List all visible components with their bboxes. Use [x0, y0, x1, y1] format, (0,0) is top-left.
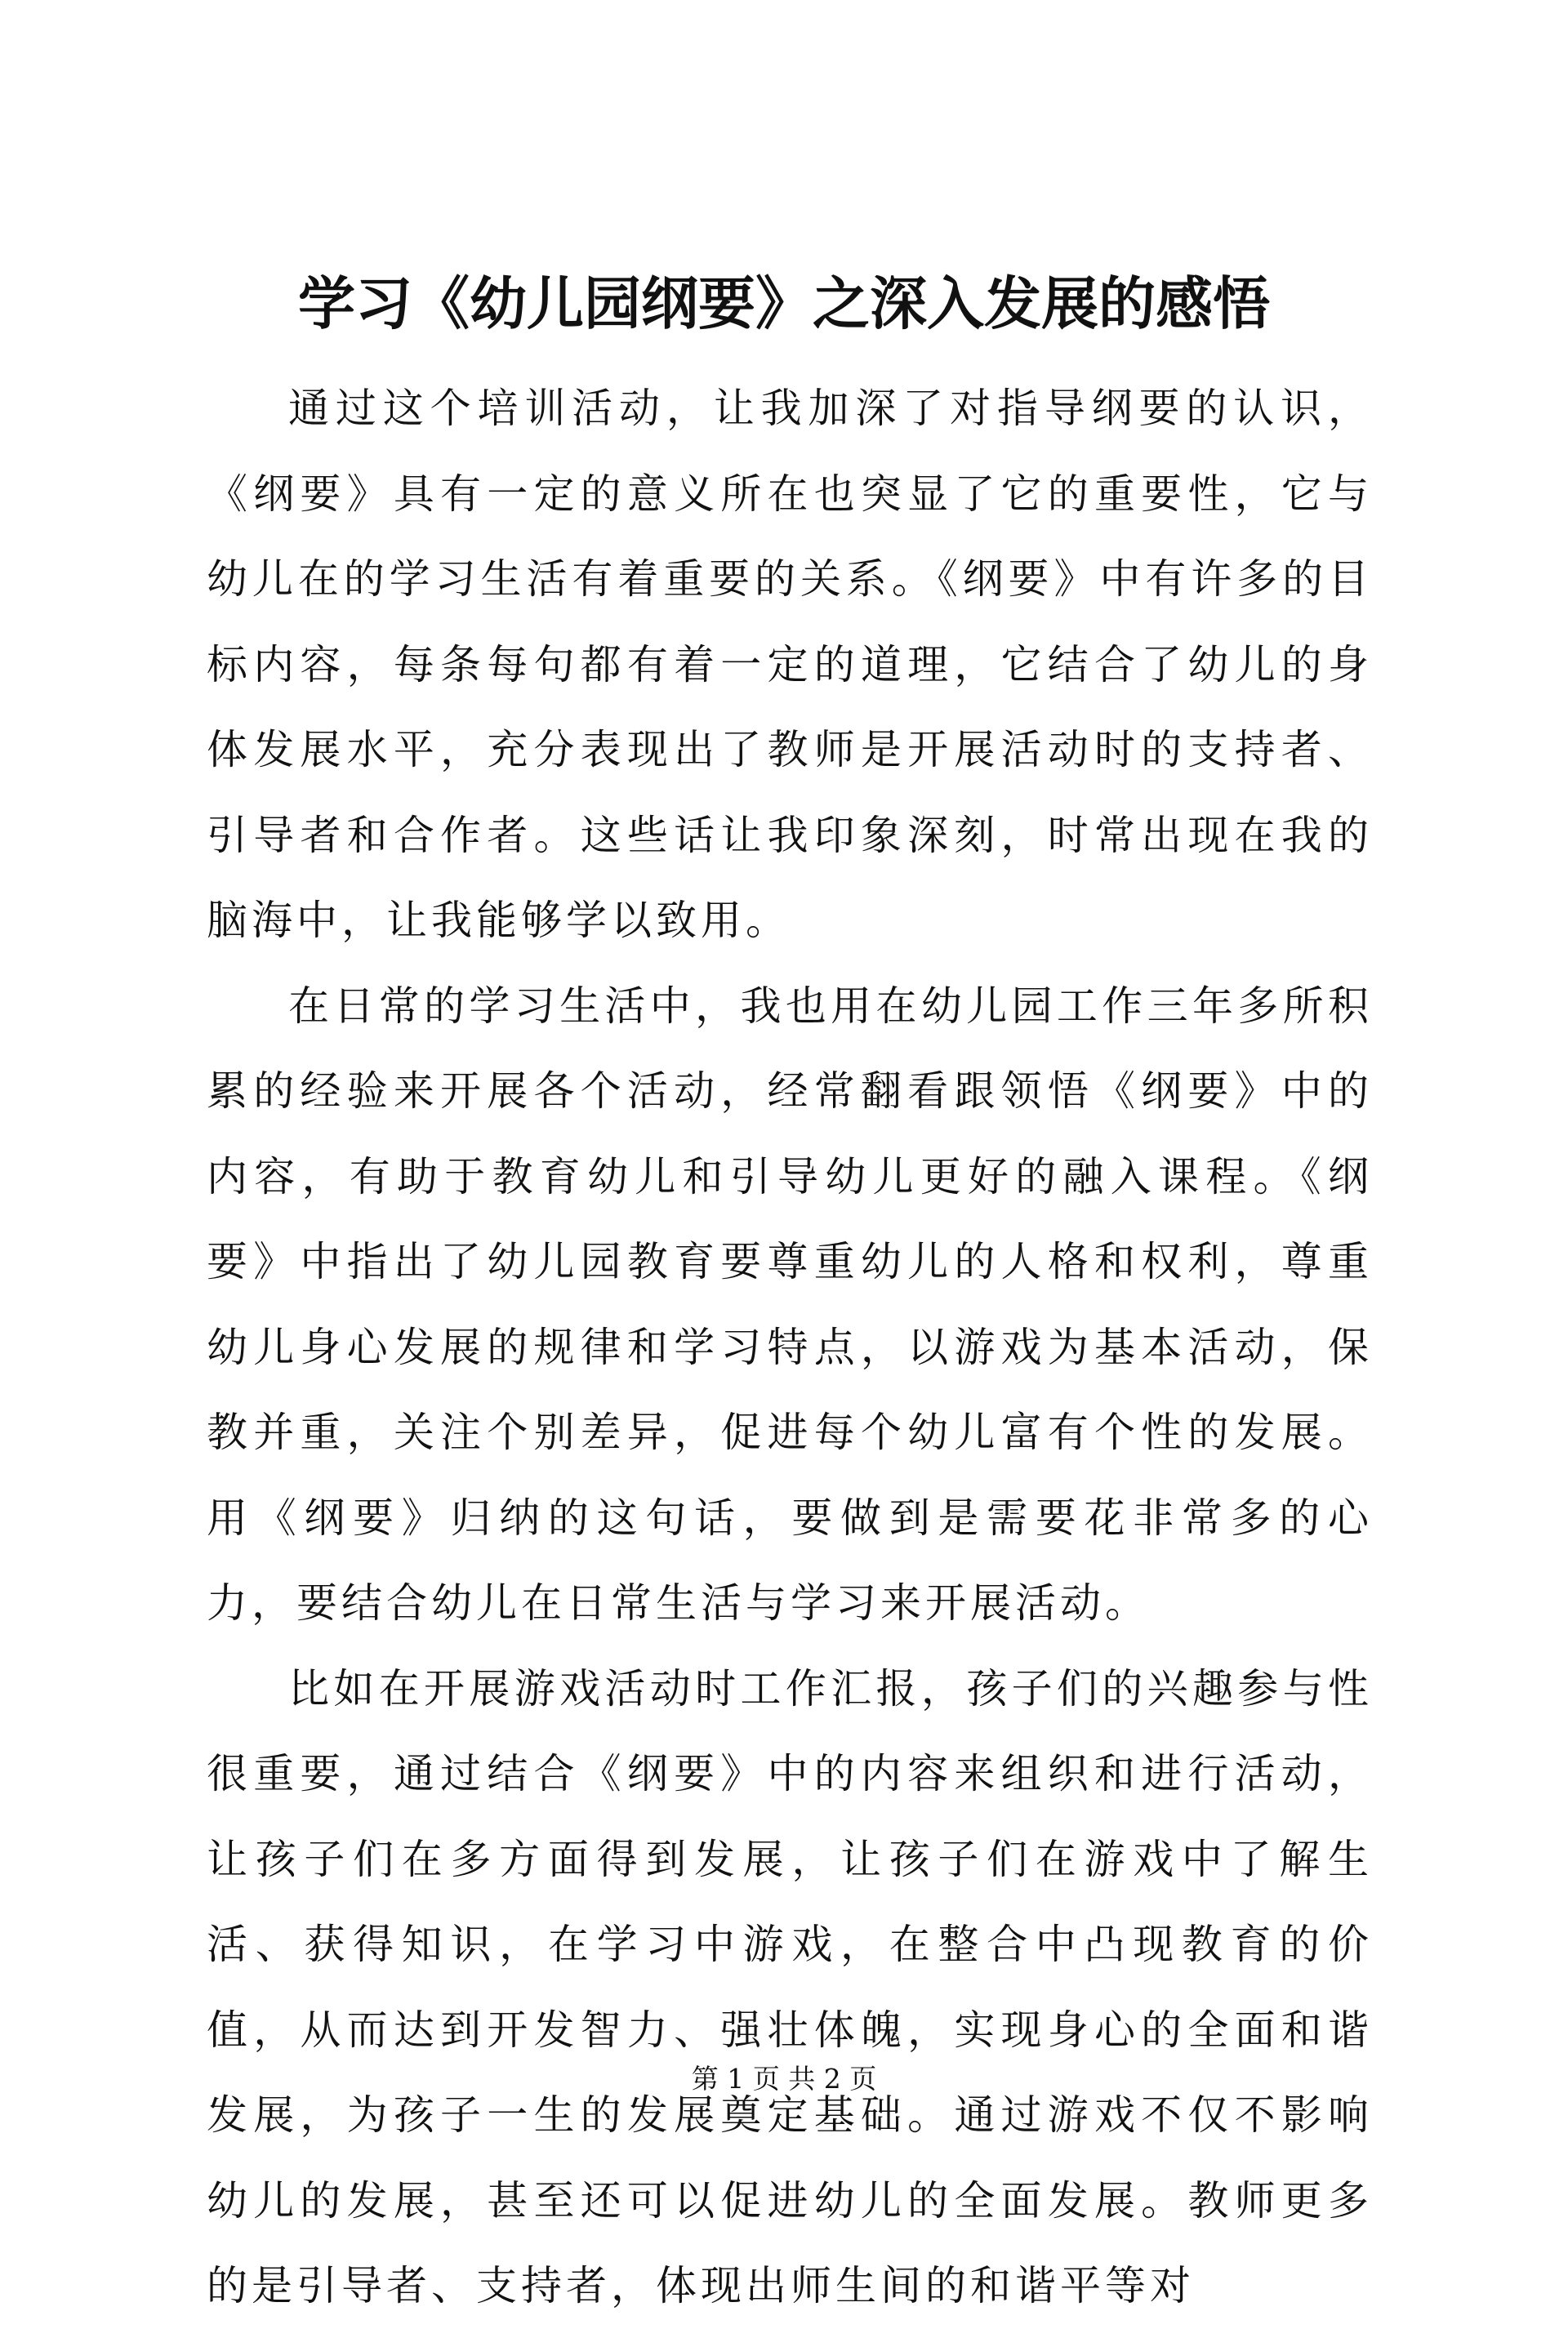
paragraph-3: 比如在开展游戏活动时工作汇报，孩子们的兴趣参与性很重要，通过结合《纲要》中的内容来组织和进行活动，让孩子们在多方面得到发展，让孩子们在游戏中了解生活、获得知识，在学习中游戏，在整合中凸现教育的价值，从而达到开发智力、强壮体魄，实现身心的全面和谐发展，为孩子一生的发展奠定基础。通过游戏不仅不影响幼儿的发展，甚至还可以促进幼儿的全面发展。教师更多的是引导者、支持者，体现出师生间的和谐平等对: [207, 1664, 1373, 2309]
document-title: 学习《幼儿园纲要》之深入发展的感悟: [298, 269, 1270, 337]
document-body: [207, 366, 1373, 2329]
paragraph-2: 在日常的学习生活中，我也用在幼儿园工作三年多所积累的经验来开展各个活动，经常翻看跟领悟《纲要》中的内容，有助于教育幼儿和引导幼儿更好的融入课程。《纲要》中指出了幼儿园教育要尊重幼儿的人格和权利，尊重幼儿身心发展的规律和学习特点，以游戏为基本活动，保教并重，关注个别差异，促进每个幼儿富有个性的发展。用《纲要》归纳的这句话，要做到是需要花非常多的心力，要结合幼儿在日常生活与学习来开展活动。: [207, 982, 1373, 1627]
paragraph-1: 通过这个培训活动，让我加深了对指导纲要的认识，《纲要》具有一定的意义所在也突显了它的重要性，它与幼儿在的学习生活有着重要的关系。《纲要》中有许多的目标内容，每条每句都有着一定的道理，它结合了幼儿的身体发展水平，充分表现出了教师是开展活动时的支持者、引导者和合作者。这些话让我印象深刻，时常出现在我的脑海中，让我能够学以致用。: [207, 385, 1373, 944]
page-number-footer: 第 1 页 共 2 页: [691, 2063, 877, 2095]
